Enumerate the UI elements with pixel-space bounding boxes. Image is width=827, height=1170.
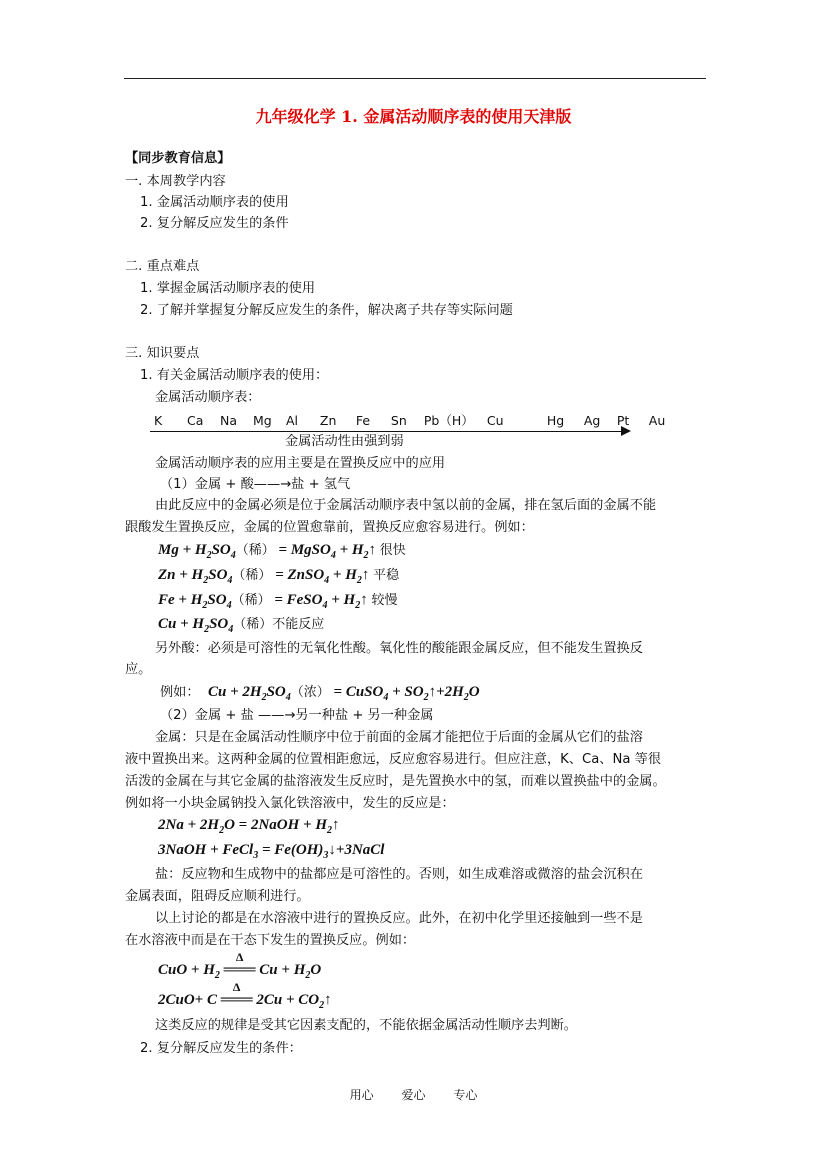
metal: Hg (546, 413, 565, 428)
s3-p5b: 跟酸发生置换反应，金属的位置愈靠前，置换反应愈容易进行。例如： (125, 520, 534, 535)
arrow-label: 金属活动性由强到弱 (285, 434, 404, 449)
metal: Sn (390, 413, 407, 428)
s3-p10b: 金属表面，阻碍反应顺利进行。 (125, 889, 310, 904)
metal-series (154, 411, 669, 429)
s1-item-2: 2. 复分解反应发生的条件 (140, 216, 289, 231)
s3-p7: 例如： (160, 685, 200, 700)
s3-p2: 金属活动顺序表： (155, 390, 261, 405)
footer-item: 专心 (453, 1088, 478, 1102)
s3-p6a: 另外酸：必须是可溶性的无氧化性酸。氧化性的酸能跟金属反应，但不能发生置换反 (155, 641, 643, 656)
s1-item-1: 1. 金属活动顺序表的使用 (140, 195, 289, 210)
footer-item: 爱心 (401, 1088, 426, 1102)
equation-cuo-h2: CuO + $H_2$ ═══ Δ $Cu + H_2O$ (158, 950, 322, 981)
s3-p4: （1）金属 + 酸——→盐 + 氢气 (160, 477, 351, 492)
metal: Pb（H） (423, 413, 474, 428)
s3-p6b: 应。 (125, 662, 152, 677)
s3-p11a: 以上讨论的都是在水溶液中进行的置换反应。此外，在初中化学里还接触到一些不是 (155, 911, 643, 926)
s3-p10a: 盐：反应物和生成物中的盐都应是可溶性的。否则，如生成难溶或微溶的盐会沉积在 (155, 867, 643, 882)
page-title: 九年级化学 1. 金属活动顺序表的使用天津版 (255, 107, 572, 126)
activity-arrow-line (150, 431, 628, 432)
s1-heading: 一. 本周教学内容 (125, 174, 226, 189)
section-header: 【同步教育信息】 (125, 151, 231, 166)
page-footer (0, 1086, 827, 1103)
header-rule (124, 78, 706, 79)
metal: Al (285, 413, 298, 428)
s3-p8: （2）金属 + 盐 ——→另一种盐 + 另一种金属 (160, 708, 434, 723)
s3-p9d: 例如将一小块金属钠投入氯化铁溶液中，发生的反应是： (125, 796, 455, 811)
s3-p11b: 在水溶液中而是在干态下发生的置换反应。例如： (125, 933, 416, 948)
s2-item-2: 2. 了解并掌握复分解反应发生的条件，解决离子共存等实际问题 (140, 303, 513, 318)
s3-p12: 这类反应的规律是受其它因素支配的，不能依据金属活动性顺序去判断。 (155, 1018, 577, 1033)
equation-zn: $Zn + H_2SO_4$（稀） = ZnSO$_4$ + $H_2↑$ 平稳 (158, 567, 400, 586)
equation-cu: $Cu + H_2SO_4$（稀）不能反应 (158, 616, 325, 635)
metal: Cu (486, 413, 504, 428)
equation-naoh-fecl3: 3NaOH + FeCl$_3$ = $Fe(OH)_3↓+3NaCl$ (158, 842, 385, 861)
s3-heading: 三. 知识要点 (125, 346, 200, 361)
s3-p13: 2. 复分解反应发生的条件： (140, 1041, 302, 1056)
metal: Ag (583, 413, 601, 428)
metal: Mg (252, 413, 272, 428)
metal: Ca (186, 413, 204, 428)
s3-p5a: 由此反应中的金属必须是位于金属活动顺序表中氢以前的金属，排在氢后面的金属不能 (155, 498, 657, 513)
equation-cu-conc: $Cu + 2H_2SO_4$（浓） = CuSO$_4$ + $SO_2↑+2H_2O$ (208, 684, 480, 703)
metal: K (154, 413, 163, 428)
metal: Pt (616, 413, 630, 428)
arrow-right-icon (621, 426, 631, 436)
s3-p1: 1. 有关金属活动顺序表的使用： (140, 368, 329, 383)
s3-p9b: 液中置换出来。这两种金属的位置相距愈远，反应愈容易进行。但应注意，K、Ca、Na 等很 (125, 752, 662, 767)
metal: Na (219, 413, 237, 428)
footer-item: 用心 (349, 1088, 374, 1102)
equation-mg: $Mg + H_2SO_4$（稀） = MgSO$_4$ + $H_2↑$ 很快 (158, 542, 406, 561)
metal: Zn (319, 413, 337, 428)
equation-na-water: $2Na + 2H_2O$ = 2NaOH + $H_2↑$ (158, 817, 340, 836)
equation-cuo-c: 2CuO+ C ═══ Δ $2Cu + CO_2↑$ (158, 980, 332, 1011)
s2-heading: 二. 重点难点 (125, 259, 200, 274)
s3-p9c: 活泼的金属在与其它金属的盐溶液发生反应时，是先置换水中的氢，而难以置换盐中的金属。 (125, 774, 666, 789)
metal: Fe (355, 413, 371, 428)
metal: Au (648, 413, 666, 428)
equation-fe: $Fe + H_2SO_4$（稀） = FeSO$_4$ + $H_2↑$ 较慢 (158, 592, 398, 611)
s3-p9a: 金属：只是在金属活动性顺序中位于前面的金属才能把位于后面的金属从它们的盐溶 (155, 730, 643, 745)
s2-item-1: 1. 掌握金属活动顺序表的使用 (140, 281, 316, 296)
s3-p3: 金属活动顺序表的应用主要是在置换反应中的应用 (155, 456, 446, 471)
